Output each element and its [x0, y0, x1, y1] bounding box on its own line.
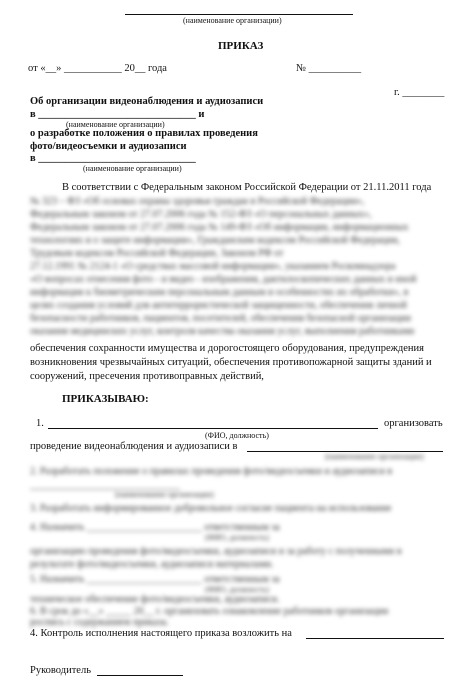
preamble-blurred-line: целях создания условий для антитеррористической защищенности, обеспечения личной [30, 300, 407, 311]
preamble-clear-line: сооружений, пресечения противоправных действий, [30, 371, 264, 382]
blurred-item-underline: ______________________________ [30, 480, 180, 491]
item1-line-2: проведение видеонаблюдения и аудиозаписи в [30, 441, 238, 452]
blurred-item-line: 2. Разработать положение о правилах проведения фото/видеосъемки и аудиозаписи в [30, 466, 393, 477]
subject-line-4: фото/видеосъемки и аудиозаписи [30, 141, 187, 152]
order-number: № __________ [296, 63, 362, 74]
preamble-blurred-line: Федеральным законом от 27.07.2006 года № 152-ФЗ «О персональных данных», [30, 209, 372, 220]
org-name-line [125, 14, 353, 15]
signature-label: Руководитель [30, 665, 91, 676]
subject-org-hint-1: (наименование организации) [66, 120, 165, 129]
preamble-blurred-line: Федеральным законом от 27.07.2006 года № 149-ФЗ «Об информации, информационных [30, 222, 409, 233]
preamble-blurred-line: технологиях и о защите информации», Гражданским кодексом Российской Федерации, [30, 235, 400, 246]
signature-line [97, 675, 183, 676]
blurred-item-hint: (ФИО, должность) [205, 585, 269, 594]
preamble-blurred-line: 27.12.1991 № 2124-1 «О средствах массовой информации», указанием Роскомнадзора [30, 261, 396, 272]
item1-fio-line [48, 428, 378, 429]
order-heading: ПРИКАЗЫВАЮ: [62, 393, 149, 405]
blurred-item-line: роспись с содержанием приказа. [30, 617, 169, 628]
preamble-blurred-line: № 323 – ФЗ «Об основах охраны здоровья граждан в Российской Федерации», [30, 196, 365, 207]
item4-control-line [306, 638, 444, 639]
subject-line-2: в ______________________________ и [30, 109, 205, 120]
preamble-blurred-line: Трудовым кодексом Российской Федерации, Законом РФ от [30, 248, 284, 259]
blurred-item-line: 3. Разработать информированное добровольное согласие пациента на использование [30, 503, 392, 514]
item1-org-hint: (наименование организации) [325, 452, 424, 461]
item1-fio-hint: (ФИО, должность) [205, 431, 269, 440]
blurred-item-line: 4. Назначить _______________________ ответственным за [30, 522, 280, 533]
city-field: г. ________ [394, 87, 445, 98]
item1-number: 1. [36, 418, 44, 429]
preamble-blurred-block [30, 195, 448, 338]
preamble-first-line: В соответствии с Федеральным законом Российской Федерации от 21.11.2011 года [62, 182, 432, 193]
page-title: ПРИКАЗ [218, 40, 264, 52]
blurred-item-hint: (ФИО, должность) [205, 533, 269, 542]
preamble-clear-line: обеспечения сохранности имущества и дорогостоящего оборудования, предупреждения [30, 343, 424, 354]
preamble-blurred-line: «О вопросах отнесения фото - и видео - изображения, дактилоскопических данных и иной [30, 274, 417, 285]
subject-line-3: о разработке положения о правилах проведения [30, 128, 258, 139]
order-date: от «__» ___________ 20__ года [28, 63, 167, 74]
item4-control: 4. Контроль исполнения настоящего приказа возложить на [30, 628, 292, 639]
subject-org-hint-2: (наименование организации) [83, 164, 182, 173]
blurred-item-hint: (наименование организации) [115, 490, 214, 499]
org-name-hint: (наименование организации) [183, 16, 282, 25]
blurred-item-line: 5. Назначить _______________________ ответственным за [30, 574, 280, 585]
preamble-blurred-line: безопасности работников, пациентов, посетителей, обеспечения безопасной организации [30, 313, 412, 324]
preamble-clear-line: возникновения чрезвычайных ситуаций, обеспечения противопожарной защиты зданий и [30, 357, 432, 368]
blurred-item-line: организацию проведения фото/видеосъемки, аудиозаписи и за работу с полученными в [30, 546, 402, 557]
subject-line-1: Об организации видеонаблюдения и аудиозаписи [30, 96, 264, 107]
blurred-item-line: техническое обеспечение фото/видеосъемки, аудиозаписи. [30, 594, 280, 605]
preamble-blurred-line: информации к биометрическим персональным данным и особенностях их обработки», в [30, 287, 409, 298]
blurred-item-line: результате фото/видеосъемки, аудиозаписи материалами. [30, 559, 274, 570]
item1-suffix: организовать [384, 418, 443, 429]
blurred-item-line: 6. В срок до «__» _____ 20__ г. организовать ознакомление работников организации [30, 606, 389, 617]
preamble-blurred-line: оказания медицинских услуг, контроля качества оказания услуг, выполнения работниками [30, 326, 415, 337]
subject-line-5: в ______________________________ [30, 153, 196, 164]
